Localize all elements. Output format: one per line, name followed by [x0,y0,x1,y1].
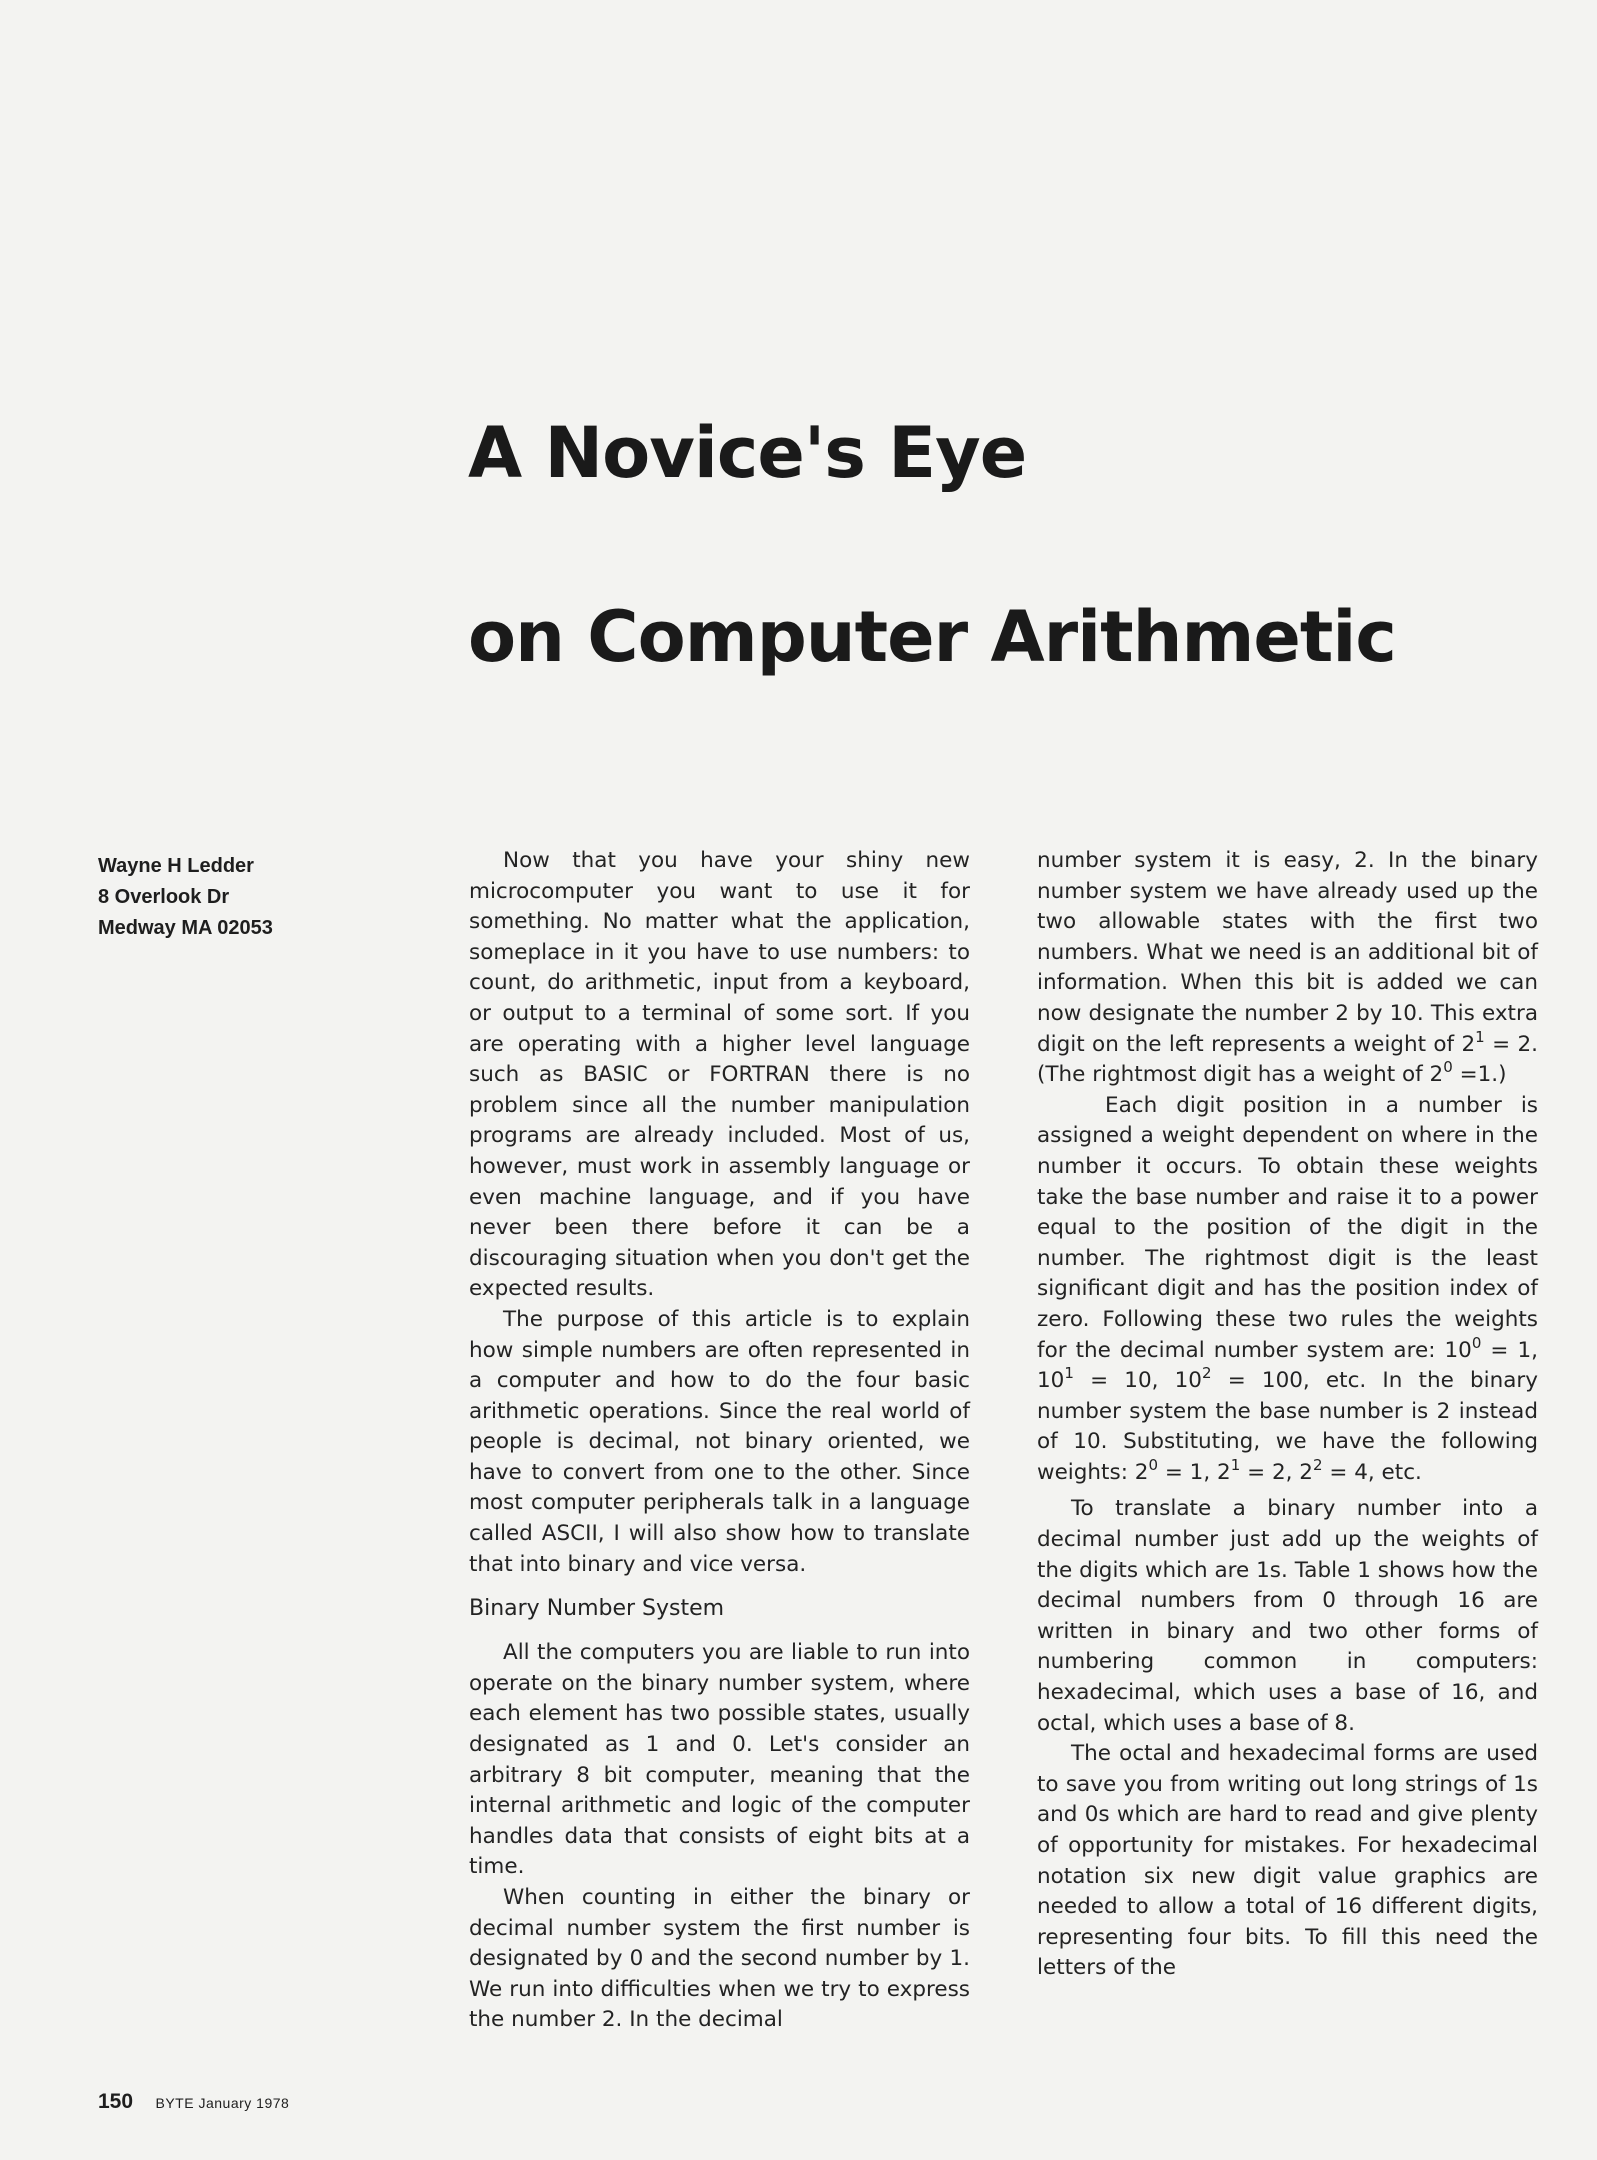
author-name: Wayne H Ledder [98,855,254,877]
paragraph: All the computers you are liable to run into operate on the binary number system, where each element has two possible states, usually designated as 1 and 0. Let's consider an arbitrary 8 bit computer, meaning that the internal arithmetic and logic of the computer handles data that consists of eight bits at a time. [469,1640,970,1880]
exponent: 0 [1471,1333,1482,1352]
page-footer [98,2090,289,2114]
paragraph: number system it is easy, 2. In the binary number system we have already used up the two allowable states with the first two numbers. What we need is an additional bit of information. When this bit is added we can now designate the number 2 by 10. This extra digit on the left represents a weight of $2^1 = 2$. (The rightmost digit has a weight of $2^0 =1$.) [1037,848,1538,1088]
paragraph: Now that you have your shiny new microcomputer you want to use it for something. No matter what the application, someplace in it you have to use numbers: to count, do arithmetic, input from a keyboard, or output to a terminal of some sort. If you are operating with a higher level language such as BASIC or FORTRAN there is no problem since all the number manipulation programs are already included. Most of us, however, must work in assembly language or even machine language, and if you have never been there before it can be a discouraging situation when you don't get the expected results. [469,848,970,1302]
paragraph: The octal and hexadecimal forms are used to save you from writing out long strings of 1s and 0s which are hard to read and give plenty of opportunity for mistakes. For hexadecimal notation six new digit value graphics are needed to allow a total of 16 different digits, representing four bits. To fill this need the letters of the [1037,1741,1538,1981]
paragraph: To translate a binary number into a decimal number just add up the weights of the digits which are 1s. Table 1 shows how the decimal numbers from 0 through 16 are written in binary and two other forms of numbering common in computers: hexadecimal, which uses a base of 16, and octal, which uses a base of 8. [1037,1496,1538,1736]
text-column-2 [1037,846,1538,1984]
exponent: 2 [1312,1455,1323,1474]
exponent: 1 [1475,1027,1485,1046]
section-heading: Binary Number System [469,1596,725,1622]
author-street: 8 Overlook Dr [98,886,230,908]
page-number: 150 [98,2090,134,2113]
author-block [98,851,273,944]
paragraph: When counting in either the binary or decimal number system the first number is designated by 0 and the second number by 1. We run into difficulties when we try to express the number 2. In the decimal [469,1885,970,2033]
text-column-1 [469,846,970,2036]
article-title-line-1: A Novice's Eye [468,412,1027,494]
paragraph: Each digit position in a number is assigned a weight dependent on where in the number it occurs. To obtain these weights take the base number and raise it to a power equal to the position of the digit in the number. The rightmost digit is the least significant digit and has the position index of zero. Following these two rules the weights for the decimal number system are: $10^0 = 1$, $10^1 = 10$, $10^2 = 100$, etc. In the binary number system the base number is 2 instead of 10. Substituting, we have the following weights: $2^0 = 1$, $2^1 = 2$, $2^2 = 4$, etc. [1037,1092,1538,1485]
exponent: 0 [1148,1455,1158,1474]
exponent: 1 [1230,1455,1241,1474]
article-title-line-2: on Computer Arithmetic [468,596,1396,678]
exponent: 1 [1064,1364,1074,1383]
publication-info: BYTE January 1978 [155,2095,290,2111]
paragraph: The purpose of this article is to explain how simple numbers are often represented in a computer and how to do the four basic arithmetic operations. Since the real world of people is decimal, not binary oriented, we have to convert from one to the other. Since most computer peripherals talk in a language called ASCII, I will also show how to translate that into binary and vice versa. [469,1306,970,1577]
author-city: Medway MA 02053 [98,917,273,939]
exponent: 2 [1201,1364,1212,1383]
exponent: 0 [1443,1058,1453,1077]
